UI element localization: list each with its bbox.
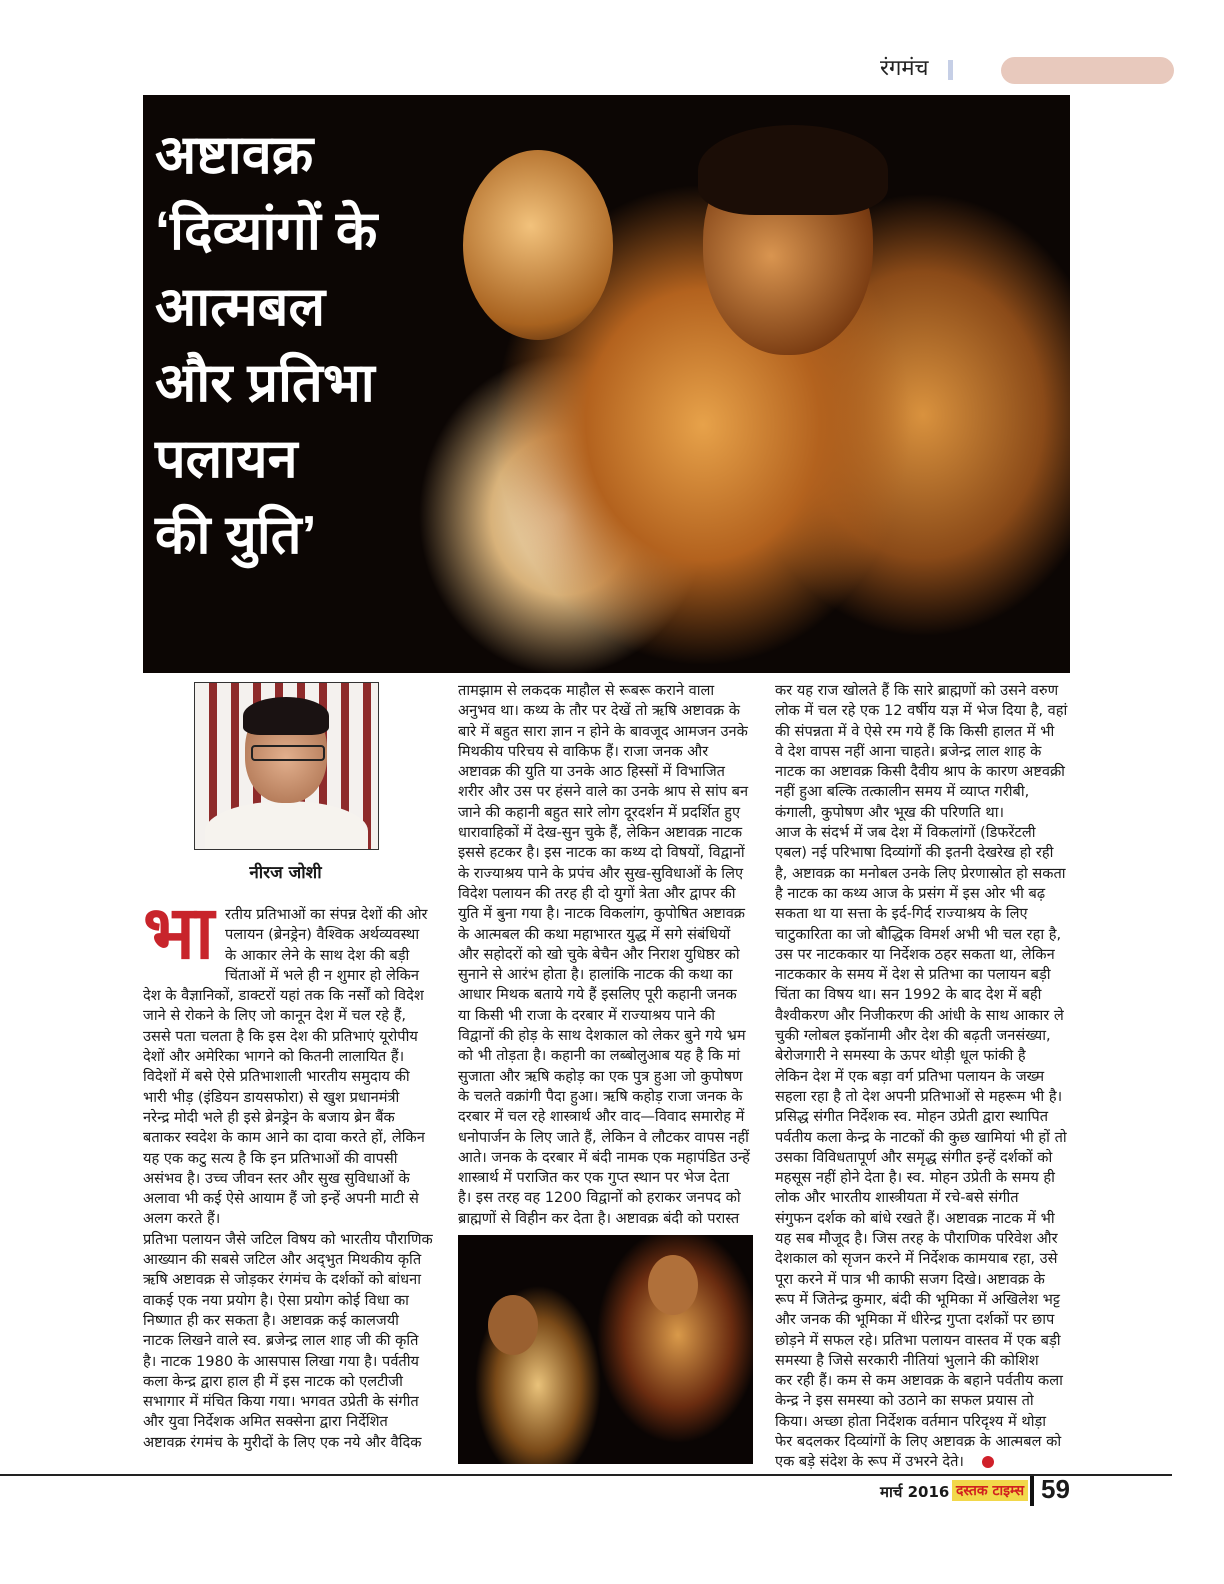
section-tab-decoration [1001, 57, 1174, 84]
article-line [775, 1087, 1071, 1107]
article-text: धारावाहिकों में देख-सुन चुके हैं, लेकिन अष्टावक्र नाटक [458, 824, 743, 842]
article-text: चिंताओं में भले ही न शुमार हो लेकिन [225, 966, 419, 984]
article-text: लेकिन देश में एक बड़ा वर्ग प्रतिभा पलायन के जख्म [775, 1067, 1045, 1085]
article-text: अलग करते हैं। [143, 1210, 221, 1228]
article-line [775, 1351, 1071, 1371]
article-line [143, 1169, 435, 1189]
article-line [143, 1067, 435, 1087]
article-line [143, 1352, 435, 1372]
section-divider [948, 60, 953, 80]
article-line [143, 925, 435, 945]
headline-line: की युति’ [155, 505, 317, 565]
article-line [775, 1412, 1071, 1432]
author-glasses [251, 745, 325, 761]
article-text: नाटककार के समय में देश से प्रतिभा का पलायन बड़ी [775, 966, 1051, 984]
page-number: 59 [1041, 1474, 1070, 1504]
article-text: निष्णात ही कर सकता है। अष्टावक्र कई कालजयी [143, 1311, 399, 1329]
article-text: जाने की कहानी बहुत सारे लोग दूरदर्शन में प्रदर्शित हुए [458, 803, 741, 821]
article-line [775, 1148, 1071, 1168]
article-text: पर्वतीय कला केन्द्र के नाटकों की कुछ खामियां भी हों तो [775, 1128, 1067, 1146]
article-line [775, 722, 1071, 742]
article-text: पलायन (ब्रेनड्रेन) वैश्विक अर्थव्यवस्था [225, 926, 420, 944]
article-line [143, 1027, 435, 1047]
article-line [775, 1006, 1071, 1026]
article-text: अनुभव था। कथ्य के तौर पर देखें तो ऋषि अष्टावक्र के [458, 702, 740, 720]
article-line [775, 803, 1071, 823]
actor-bald-figure [463, 150, 613, 340]
section-label: रंगमंच [880, 56, 929, 81]
article-text: कंगाली, कुपोषण और भूख की परिणति था। [775, 803, 1005, 821]
article-line [458, 681, 754, 701]
article-line [775, 742, 1071, 762]
article-line [143, 905, 435, 925]
article-line [775, 945, 1071, 965]
article-text: और सहोदरों को खो चुके बेचैन और निराश युधिष्ठर को [458, 945, 740, 963]
author-coat [205, 801, 368, 850]
article-text: चिंता का विषय था। सन 1992 के बाद देश में बही [775, 986, 1042, 1004]
article-line [458, 742, 754, 762]
article-line [458, 843, 754, 863]
article-text: मिथकीय परिचय से वाकिफ हैं। राजा जनक और [458, 742, 709, 760]
article-text: या किसी भी राजा के दरबार में राज्याश्रय पाने की [458, 1006, 716, 1024]
article-text: के चलते वक्रांगी पैदा हुआ। ऋषि कहोड़ राजा जनक के [458, 1087, 743, 1105]
article-line [143, 1372, 435, 1392]
article-text: और जनक की भूमिका में धीरेन्द्र गुप्ता दर्शकों पर छाप [775, 1311, 1055, 1329]
article-text: विद्वानों की होड़ के साथ देशकाल को लेकर बुने गये भ्रम [458, 1027, 746, 1045]
article-text: वाकई एक नया प्रयोग है। ऐसा प्रयोग कोई विधा का [143, 1291, 409, 1309]
actor-hair [698, 125, 888, 215]
article-line [143, 1230, 435, 1250]
article-line [775, 1371, 1071, 1391]
article-line [775, 1290, 1071, 1310]
article-line [458, 1067, 754, 1087]
article-line [775, 1229, 1071, 1249]
article-text: कर यह राज खोलते हैं कि सारे ब्राह्मणों को उसने वरुण [775, 682, 1059, 699]
article-text: किया। अच्छा होता निर्देशक वर्तमान परिदृश्य में थोड़ा [775, 1412, 1047, 1430]
article-text: ऋषि अष्टावक्र से जोड़कर रंगमंच के दर्शकों को बांधना [143, 1271, 422, 1289]
article-text: नहीं हुआ बल्कि तत्कालीन समय में व्याप्त गरीबी, [775, 783, 1030, 801]
article-text: भारी भीड़ (इंडियन डायसफोरा) से खुश प्रधानमंत्री [143, 1088, 400, 1106]
article-text: यह सब मौजूद है। जिस तरह के पौराणिक परिवेश और [775, 1230, 1058, 1248]
article-text: विदेशों में बसे ऐसे प्रतिभाशाली भारतीय समुदाय की [143, 1068, 410, 1086]
article-line [775, 681, 1071, 701]
article-text: नरेन्द्र मोदी भले ही इसे ब्रेनड्रेन के बजाय ब्रेन बैंक [143, 1108, 395, 1126]
headline [155, 117, 377, 573]
article-line [775, 904, 1071, 924]
article-text: सहला रहा है तो देश अपनी प्रतिभाओं से महरूम भी है। [775, 1087, 1063, 1105]
article-text: उसका विविधतापूर्ण और समृद्ध संगीत इन्हें दर्शकों को [775, 1148, 1053, 1166]
article-line [775, 1046, 1071, 1066]
article-text: सुनाने से आरंभ होता है। हालांकि नाटक की कथा का [458, 966, 733, 984]
article-line [458, 823, 754, 843]
article-line [143, 1108, 435, 1128]
article-text: और युवा निर्देशक अमित सक्सेना द्वारा निर्देशित [143, 1413, 388, 1431]
article-line [143, 1047, 435, 1067]
article-text: असंभव है। उच्च जीवन स्तर और सुख सुविधाओं के [143, 1169, 410, 1187]
headline-line: और प्रतिभा [155, 353, 375, 413]
article-text: युति में बुना गया है। नाटक विकलांग, कुपोषित अष्टावक्र [458, 905, 746, 923]
article-text: उस पर नाटककार या निर्देशक ठहर सकता था, लेकिन [775, 945, 1055, 963]
article-line [775, 762, 1071, 782]
article-text: आख्यान की सबसे जटिल और अद्‌भुत मिथकीय कृति [143, 1251, 422, 1269]
article-line [143, 1149, 435, 1169]
article-text: है। नाटक 1980 के आसपास लिखा गया है। पर्वतीय [143, 1352, 419, 1370]
article-line [143, 1128, 435, 1148]
article-column-2 [458, 681, 754, 1229]
article-line [143, 1189, 435, 1209]
article-text: है, अष्टावक्र का मनोबल उनके लिए प्रेरणास्रोत हो सकता [775, 864, 1066, 882]
article-text: ब्राह्मणों से विहीन कर देता है। अष्टावक्र बंदी को परास्त [458, 1209, 740, 1227]
article-line [458, 1046, 754, 1066]
play-scene-photo [458, 1235, 753, 1464]
headline-line: ‘दिव्यांगों के [155, 201, 378, 261]
article-text: समस्या है जिसे सरकारी नीतियां भुलाने की कोशिश [775, 1351, 1039, 1369]
article-text: विदेश पलायन की तरह ही दो युगों त्रेता और द्वापर की [458, 884, 736, 902]
footer-divider [0, 1474, 1172, 1476]
article-text: है नाटक का कथ्य आज के प्रसंग में इस ओर भी बढ़ [775, 884, 1046, 902]
article-text: केन्द्र ने इस समस्या को उठाने का सफल प्रयास तो [775, 1392, 1034, 1410]
article-text: पूरा करने में पात्र भी काफी सजग दिखे। अष्टावक्र के [775, 1270, 1045, 1288]
end-mark-icon [982, 1456, 994, 1468]
magazine-logo: दस्तक टाइम्स [952, 1480, 1028, 1501]
article-line [458, 1087, 754, 1107]
author-hair [243, 697, 329, 735]
headline-line: पलायन [155, 429, 298, 489]
article-text: तामझाम से लकदक माहौल से रूबरू कराने वाला [458, 682, 715, 699]
article-line [143, 1311, 435, 1331]
article-text: देश के वैज्ञानिकों, डाक्टरों यहां तक कि नर्सों को विदेश [143, 987, 424, 1005]
article-line [143, 1291, 435, 1311]
article-text: दरबार में चल रहे शास्त्रार्थ और वाद—विवाद समारोह में [458, 1108, 745, 1126]
article-line [775, 1331, 1071, 1351]
article-line [775, 843, 1071, 863]
article-line [458, 803, 754, 823]
article-line [143, 946, 435, 966]
article-text: कला केन्द्र द्वारा हाल ही में इस नाटक को एलटीजी [143, 1372, 403, 1390]
article-text: के राज्याश्रय पाने के प्रपंच और सुख-सुविधाओं के लिए [458, 864, 744, 882]
article-line [458, 1148, 754, 1168]
article-text: रतीय प्रतिभाओं का संपन्न देशों की ओर [225, 906, 428, 923]
article-text: उससे पता चलता है कि इस देश की प्रतिभाएं यूरोपीय [143, 1027, 418, 1045]
article-line [458, 722, 754, 742]
article-column-3 [775, 681, 1071, 1473]
article-line [143, 1088, 435, 1108]
actor-figure [488, 1295, 538, 1355]
article-line [775, 1188, 1071, 1208]
article-text: वैश्वीकरण और निजीकरण की आंधी के साथ आकार ले [775, 1006, 1064, 1024]
article-line [143, 1433, 435, 1453]
article-line [143, 1250, 435, 1270]
footer-separator [1030, 1476, 1034, 1506]
headline-line: अष्टावक्र [155, 125, 314, 185]
article-line [458, 864, 754, 884]
article-line [143, 1209, 435, 1229]
article-line [458, 1128, 754, 1148]
article-text: यह एक कटु सत्य है कि इन प्रतिभाओं की वापसी [143, 1149, 398, 1167]
article-line [143, 1006, 435, 1026]
article-text: एक बड़े संदेश के रूप में उभरने देते। [775, 1453, 964, 1471]
drop-cap: भा [143, 891, 215, 974]
article-text: प्रसिद्ध संगीत निर्देशक स्व. मोहन उप्रेती द्वारा स्थापित [775, 1108, 1049, 1126]
article-text: अष्टावक्र रंगमंच के मुरीदों के लिए एक नये और वैदिक [143, 1433, 422, 1451]
article-text: देशकाल को सृजन करने में निर्देशक कामयाब रहा, उसे [775, 1250, 1058, 1268]
article-text: लोक में चल रहे एक 12 वर्षीय यज्ञ में भेज दिया है, वहां [775, 702, 1068, 720]
article-text: बारे में बहुत सारा ज्ञान न होने के बावजूद आमजन उनके [458, 722, 748, 740]
article-line [775, 1067, 1071, 1087]
article-text: नाटक लिखने वाले स्व. ब्रजेन्द्र लाल शाह जी की कृति [143, 1332, 419, 1350]
article-line [775, 1452, 1071, 1472]
headline-line: आत्मबल [155, 277, 326, 337]
article-line [775, 1249, 1071, 1269]
article-text: को भी तोड़ता है। कहानी का लब्बोलुआब यह है कि मां [458, 1047, 741, 1065]
article-line [458, 1006, 754, 1026]
article-text: के आकार लेने के साथ देश की बड़ी [225, 946, 410, 964]
article-line [458, 1026, 754, 1046]
author-photo [194, 682, 379, 850]
article-line [775, 1391, 1071, 1411]
article-line [458, 985, 754, 1005]
article-text: एबल) नई परिभाषा दिव्यांगों की इतनी देखरेख हो रही [775, 844, 1054, 862]
article-text: है। इस तरह वह 1200 विद्वानों को हराकर जनपद को [458, 1189, 741, 1207]
article-text: प्रतिभा पलायन जैसे जटिल विषय को भारतीय पौराणिक [143, 1230, 433, 1248]
article-text: आज के संदर्भ में जब देश में विकलांगों (डिफरेंटली [775, 824, 1036, 842]
article-line [775, 823, 1071, 843]
article-line [458, 1107, 754, 1127]
article-column-1 [143, 905, 435, 1453]
article-line [775, 1026, 1071, 1046]
article-line [458, 762, 754, 782]
article-line [775, 925, 1071, 945]
article-line [458, 884, 754, 904]
article-text: कर रही हैं। कम से कम अष्टावक्र के बहाने पर्वतीय कला [775, 1372, 1063, 1390]
article-text: चाटुकारिता का जो बौद्धिक विमर्श अभी भी चल रहा है, [775, 925, 1062, 943]
hero-photo [143, 95, 1070, 673]
article-line [458, 904, 754, 924]
article-line [143, 1412, 435, 1432]
article-line [458, 701, 754, 721]
article-text: आते। जनक के दरबार में बंदी नामक एक महापंडित उन्हें [458, 1148, 750, 1166]
article-text: छोड़ने में सफल रहे। प्रतिभा पलायन वास्तव में एक बड़ी [775, 1331, 1061, 1349]
article-text: अलावा भी कई ऐसे आयाम हैं जो इन्हें अपनी माटी से [143, 1190, 419, 1208]
article-text: लोक और भारतीय शास्त्रीयता में रचे-बसे संगीत [775, 1189, 1019, 1207]
article-line [775, 1209, 1071, 1229]
article-text: बताकर स्वदेश के काम आने का दावा करते हों, लेकिन [143, 1129, 425, 1147]
article-text: देशों और अमेरिका भागने को कितनी लालायित हैं। [143, 1048, 405, 1066]
article-line [458, 782, 754, 802]
article-text: वे देश वापस नहीं आना चाहते। ब्रजेन्द्र लाल शाह के [775, 742, 1042, 760]
article-line [775, 884, 1071, 904]
article-line [775, 965, 1071, 985]
article-text: महसूस नहीं होने देता है। स्व. मोहन उप्रेती के समय ही [775, 1169, 1055, 1187]
article-line [143, 1270, 435, 1290]
article-line [775, 1168, 1071, 1188]
article-text: सुजाता और ऋषि कहोड़ का एक पुत्र हुआ जो कुपोषण [458, 1067, 743, 1085]
article-line [775, 1107, 1071, 1127]
article-text: सकता था या सत्ता के इर्द-गिर्द राज्याश्रय के लिए [775, 905, 1028, 923]
article-line [775, 1310, 1071, 1330]
article-text: इससे हटकर है। इस नाटक का कथ्य दो विषयों, विद्वानों [458, 844, 745, 862]
article-text: चुकी ग्लोबल इकॉनामी और देश की बढ़ती जनसंख्या, [775, 1027, 1051, 1045]
article-line [458, 925, 754, 945]
article-text: सभागार में मंचित किया गया। भगवत उप्रेती के संगीत [143, 1393, 419, 1411]
article-text: नाटक का अष्टावक्र किसी दैवीय श्राप के कारण अष्टवक्री [775, 763, 1065, 781]
article-line [458, 965, 754, 985]
author-name: नीरज जोशी [249, 863, 322, 883]
article-text: शरीर और उस पर हंसने वाले का उनके श्राप से सांप बन [458, 783, 749, 801]
article-text: अष्टावक्र की युति या उनके आठ हिस्सों में विभाजित [458, 763, 725, 781]
article-line [775, 782, 1071, 802]
article-line [143, 1392, 435, 1412]
article-line [143, 986, 435, 1006]
article-text: आधार मिथक बताये गये हैं इसलिए पूरी कहानी जनक [458, 986, 737, 1004]
article-line [775, 701, 1071, 721]
article-line [775, 1270, 1071, 1290]
article-text: बेरोजगारी ने समस्या के ऊपर थोड़ी धूल फांकी है [775, 1047, 1026, 1065]
article-text: धनोपार्जन के लिए जाते हैं, लेकिन वे लौटकर वापस नहीं [458, 1128, 749, 1146]
article-text: रूप में जितेन्द्र कुमार, बंदी की भूमिका में अखिलेश भट्ट [775, 1290, 1061, 1308]
article-text: के आत्मबल की कथा महाभारत युद्ध में सगे संबंधियों [458, 925, 731, 943]
article-line [775, 1128, 1071, 1148]
issue-date: मार्च 2016 [880, 1483, 950, 1501]
article-line [458, 945, 754, 965]
article-text: की संपन्नता में वे ऐसे रम गये हैं कि किसी हालत में भी [775, 722, 1055, 740]
article-line [458, 1209, 754, 1229]
article-line [143, 966, 435, 986]
article-line [143, 1331, 435, 1351]
article-text: जाने से रोकने के लिए जो कानून देश में चल रहे हैं, [143, 1007, 407, 1025]
article-line [458, 1188, 754, 1208]
article-text: शास्त्रार्थ में पराजित कर एक गुप्त स्थान पर भेज देता [458, 1169, 730, 1187]
article-line [775, 1432, 1071, 1452]
actor-figure [648, 1255, 698, 1315]
article-text: संगुफन दर्शक को बांधे रखते हैं। अष्टावक्र नाटक में भी [775, 1209, 1055, 1227]
article-line [775, 985, 1071, 1005]
article-line [775, 864, 1071, 884]
article-line [458, 1168, 754, 1188]
article-text: फेर बदलकर दिव्यांगों के लिए अष्टावक्र के आत्मबल को [775, 1432, 1062, 1450]
